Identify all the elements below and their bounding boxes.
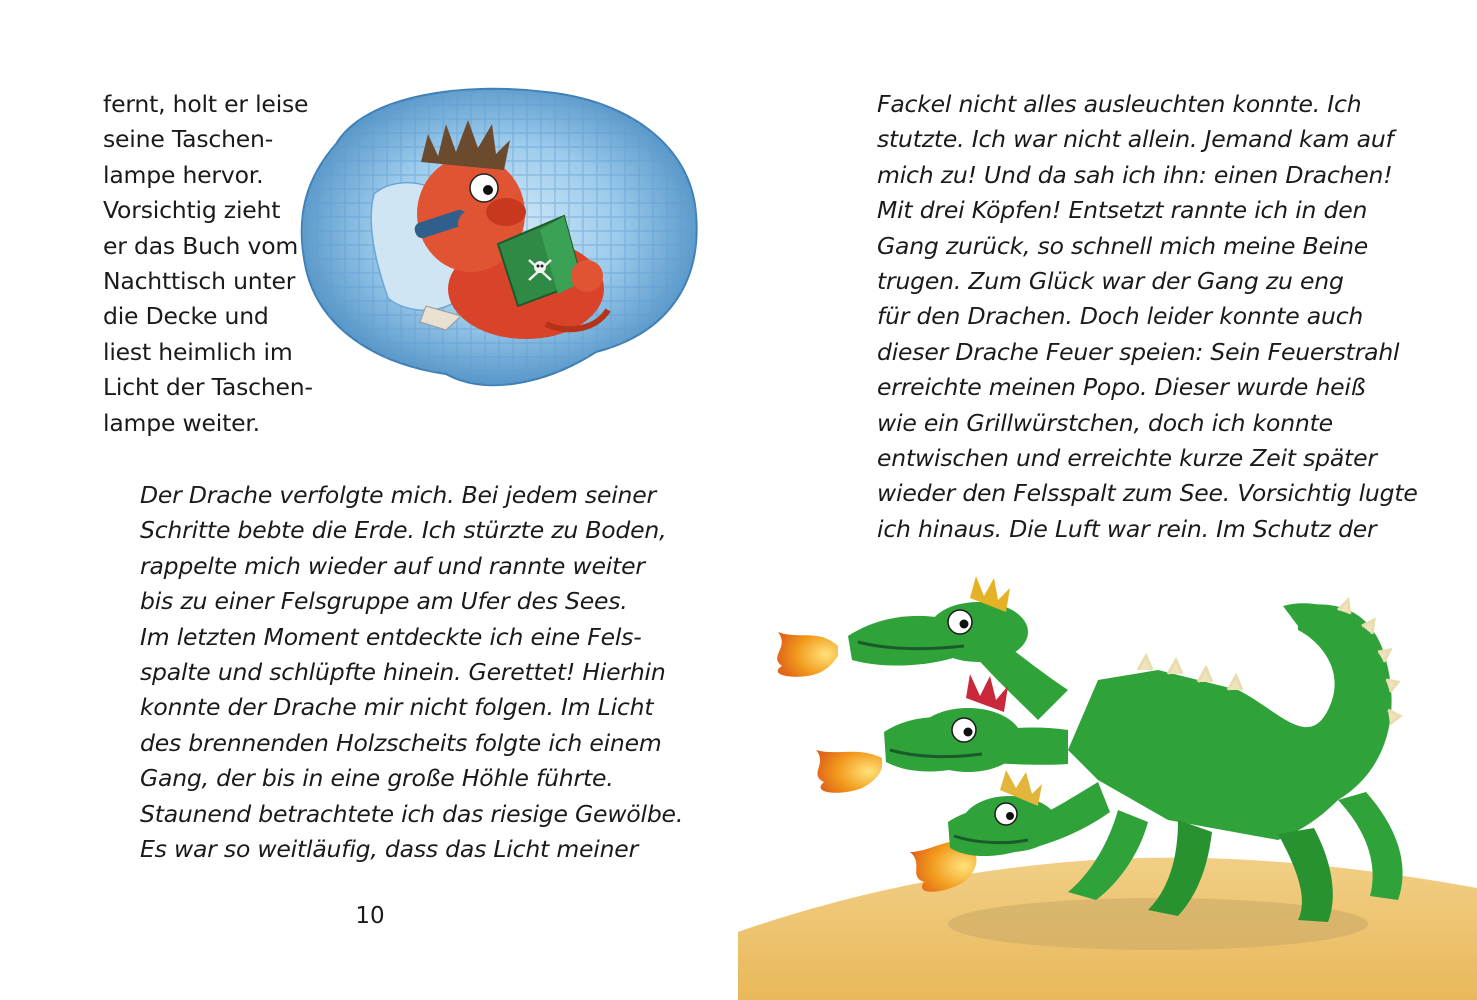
narration-text <box>103 87 313 441</box>
text-line: wie ein Grillwürstchen, doch ich konnte <box>877 408 1333 437</box>
text-line: dieser Drache Feuer speien: Sein Feuerstrahl <box>877 337 1400 366</box>
text-line: lampe hervor. <box>103 160 264 189</box>
text-line: Gang, der bis in eine große Höhle führte. <box>140 764 614 793</box>
text-line: mich zu! Und da sah ich ihn: einen Drachen! <box>877 160 1393 189</box>
text-line: Nachttisch unter <box>103 266 296 295</box>
text-line: ich hinaus. Die Luft war rein. Im Schutz der <box>877 514 1377 543</box>
text-line: entwischen und erreichte kurze Zeit später <box>877 443 1377 472</box>
text-line: des brennenden Holzscheits folgte ich einem <box>140 728 662 757</box>
right-page <box>738 0 1477 1000</box>
text-line: wieder den Felsspalt zum See. Vorsichtig lugte <box>877 479 1418 508</box>
text-line: Gang zurück, so schnell mich meine Beine <box>877 231 1369 260</box>
boy-reading-under-blanket-illustration <box>296 84 704 394</box>
text-line: für den Drachen. Doch leider konnte auch <box>877 302 1364 331</box>
story-text-right <box>877 87 1418 547</box>
text-line: bis zu einer Felsgruppe am Ufer des Sees. <box>140 587 628 616</box>
text-line: Licht der Taschen- <box>103 373 313 402</box>
text-line: lampe weiter. <box>103 408 260 437</box>
text-line: Staunend betrachtete ich das riesige Gewölbe. <box>140 799 684 828</box>
dragon-head-bottom <box>948 770 1058 856</box>
text-line: konnte der Drache mir nicht folgen. Im Licht <box>140 693 654 722</box>
dragon-head-top <box>848 576 1028 666</box>
text-line: die Decke und <box>103 302 269 331</box>
text-line: liest heimlich im <box>103 337 293 366</box>
text-line: erreichte meinen Popo. Dieser wurde heiß <box>877 373 1366 402</box>
text-line: Mit drei Köpfen! Entsetzt rannte ich in den <box>877 196 1368 225</box>
left-page <box>0 0 738 1000</box>
text-line: seine Taschen- <box>103 125 274 154</box>
page-number: 10 <box>355 903 385 929</box>
three-headed-green-dragon-illustration <box>738 570 1477 1000</box>
text-line: er das Buch vom <box>103 231 299 260</box>
dragon-head-middle <box>884 674 1022 772</box>
text-line: rappelte mich wieder auf und rannte weiter <box>140 551 645 580</box>
text-line: Im letzten Moment entdeckte ich eine Fels- <box>140 622 642 651</box>
text-line: Vorsichtig zieht <box>103 196 281 225</box>
text-line: Der Drache verfolgte mich. Bei jedem seiner <box>140 481 656 509</box>
text-line: Fackel nicht alles ausleuchten konnte. Ich <box>877 90 1362 118</box>
text-line: stutzte. Ich war nicht allein. Jemand kam auf <box>877 125 1394 154</box>
text-line: fernt, holt er leise <box>103 90 309 118</box>
text-line: spalte und schlüpfte hinein. Gerettet! Hierhin <box>140 657 666 686</box>
story-text-left <box>140 478 683 867</box>
text-line: trugen. Zum Glück war der Gang zu eng <box>877 266 1344 295</box>
text-line: Es war so weitläufig, dass das Licht meiner <box>140 834 639 863</box>
text-line: Schritte bebte die Erde. Ich stürzte zu Boden, <box>140 516 667 545</box>
